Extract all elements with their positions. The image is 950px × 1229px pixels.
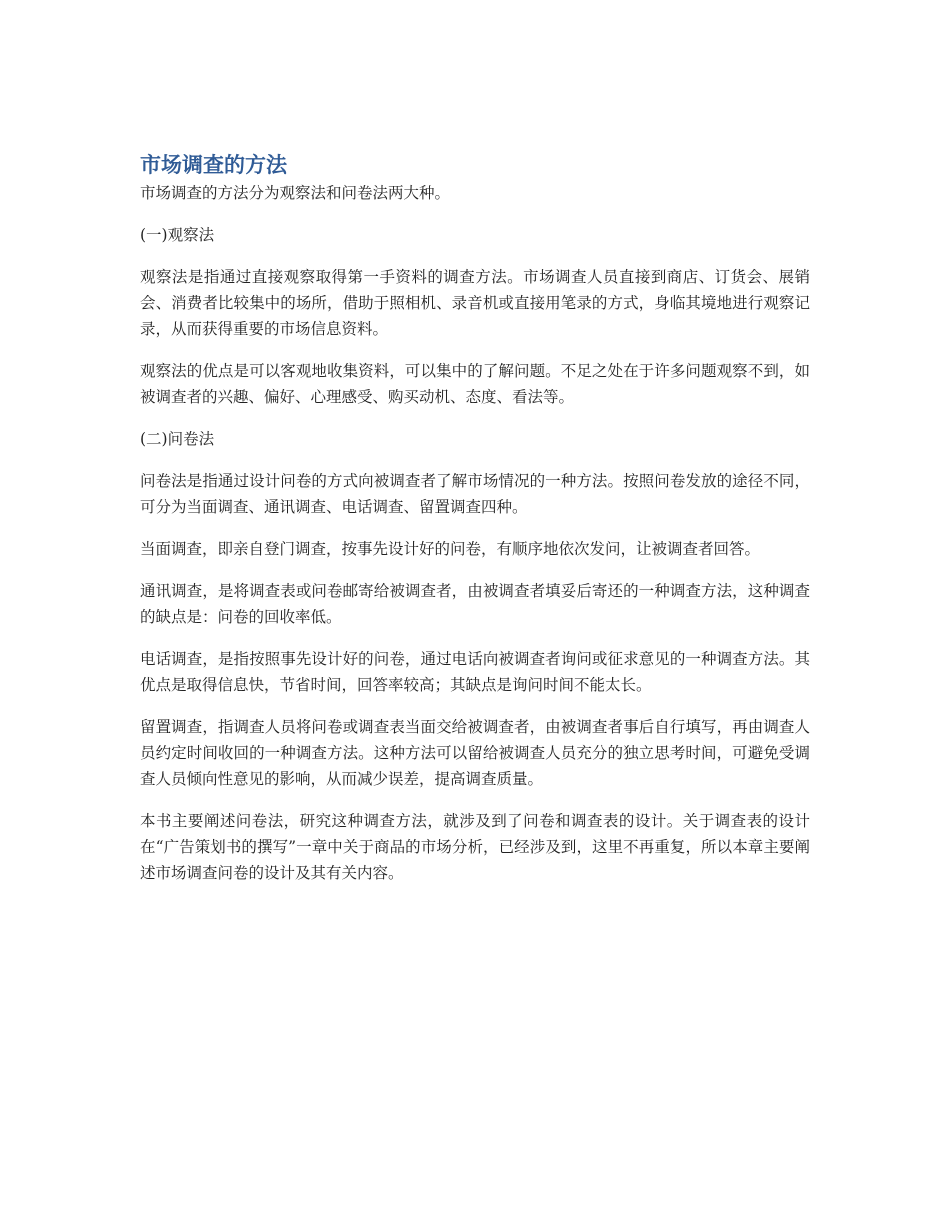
paragraph-book-scope: 本书主要阐述问卷法，研究这种调查方法，就涉及到了问卷和调查表的设计。关于调查表的设计在“广告策划书的撰写”一章中关于商品的市场分析，已经涉及到，这里不再重复，所以本章主要阐述市场调查问卷的设计及其有关内容。	[140, 812, 810, 882]
section-heading-observation: (一)观察法	[140, 226, 215, 244]
paragraph-questionnaire-definition: 问卷法是指通过设计问卷的方式向被调查者了解市场情况的一种方法。按照问卷发放的途径不同，可分为当面调查、通讯调查、电话调查、留置调查四种。	[140, 472, 810, 516]
paragraph-observation-definition: 观察法是指通过直接观察取得第一手资料的调查方法。市场调查人员直接到商店、订货会、展销会、消费者比较集中的场所，借助于照相机、录音机或直接用笔录的方式，身临其境地进行观察记录，从而获得重要的市场信息资料。	[140, 268, 810, 338]
paragraph-phone-survey: 电话调查，是指按照事先设计好的问卷，通过电话向被调查者询问或征求意见的一种调查方法。其优点是取得信息快，节省时间，回答率较高；其缺点是询问时间不能太长。	[140, 650, 810, 694]
paragraph-observation-pros-cons: 观察法的优点是可以客观地收集资料，可以集中的了解问题。不足之处在于许多问题观察不到，如被调查者的兴趣、偏好、心理感受、购买动机、态度、看法等。	[140, 362, 810, 406]
section-heading-questionnaire: (二)问卷法	[140, 430, 215, 448]
document-title: 市场调查的方法	[140, 153, 287, 177]
document-content	[140, 150, 810, 886]
paragraph-intro: 市场调查的方法分为观察法和问卷法两大种。	[140, 184, 451, 202]
paragraph-drop-off-survey: 留置调查，指调查人员将问卷或调查表当面交给被调查者，由被调查者事后自行填写，再由调查人员约定时间收回的一种调查方法。这种方法可以留给被调查人员充分的独立思考时间，可避免受调查人员倾向性意见的影响，从而减少误差，提高调查质量。	[140, 718, 810, 788]
paragraph-mail-survey: 通讯调查，是将调查表或问卷邮寄给被调查者，由被调查者填妥后寄还的一种调查方法，这种调查的缺点是：问卷的回收率低。	[140, 582, 810, 626]
paragraph-face-to-face-survey: 当面调查，即亲自登门调查，按事先设计好的问卷，有顺序地依次发问，让被调查者回答。	[140, 540, 761, 558]
